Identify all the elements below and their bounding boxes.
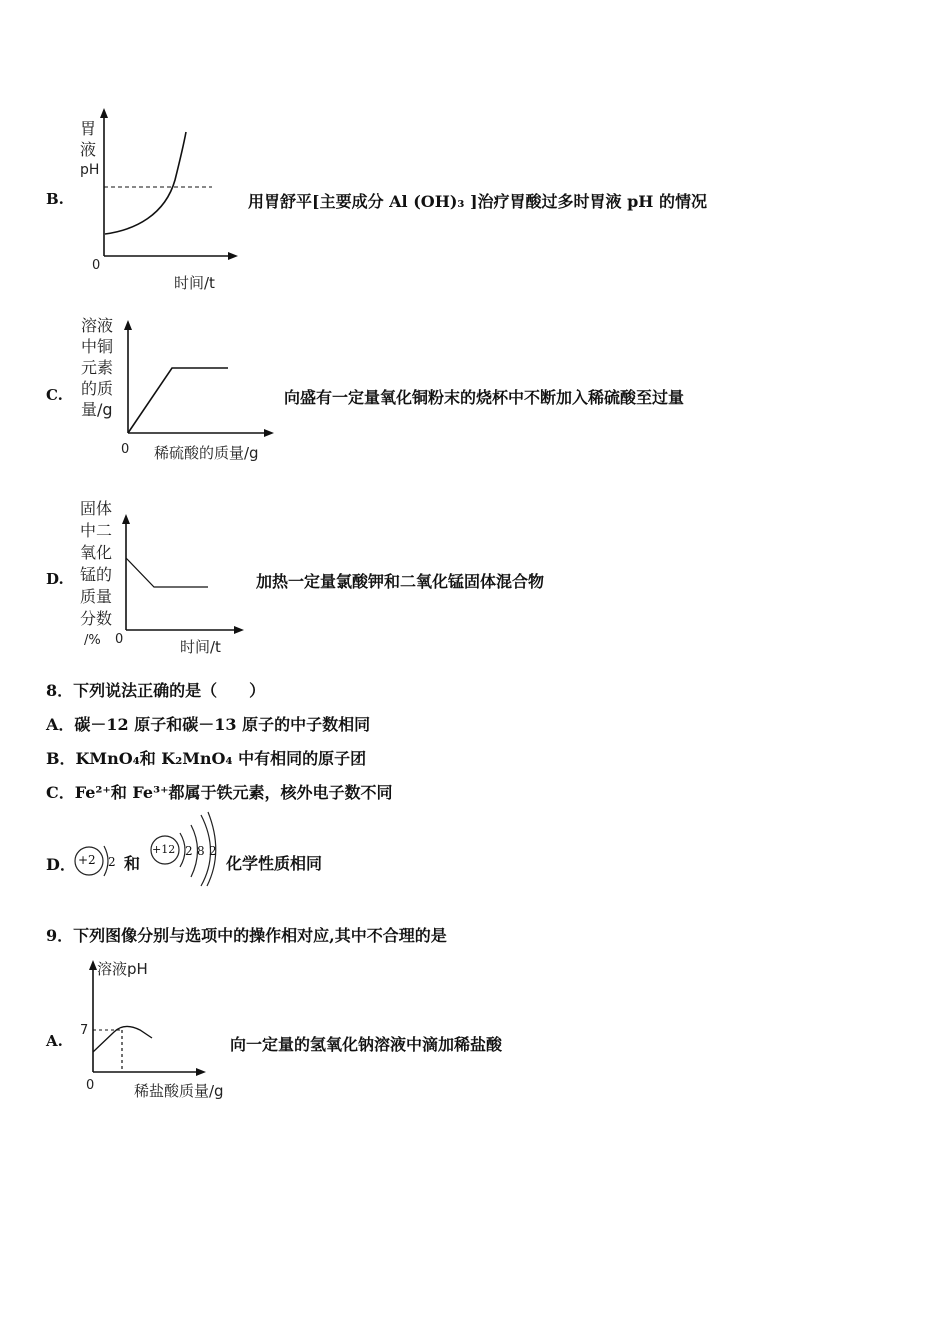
ylabel-line: 固体 (80, 499, 113, 518)
question-8-option-b: B．KMnO₄和 K₂MnO₄ 中有相同的原子团 (46, 749, 367, 768)
helium-nucleus-charge: +2 (78, 853, 96, 867)
magnesium-shell-count-1: 2 (185, 844, 193, 858)
option-b-letter: B. (46, 190, 64, 208)
ylabel-line: 溶液 (81, 316, 114, 335)
ylabel-line: 的质 (81, 379, 114, 398)
ylabel-line: 中二 (80, 521, 113, 540)
option-c-xlabel: 稀硫酸的质量/g (154, 444, 259, 462)
question-9-option-a-letter: A. (46, 1032, 63, 1050)
magnesium-nucleus-charge: +12 (152, 843, 176, 856)
option-d-origin: 0 (115, 632, 124, 647)
ylabel-line: /% (84, 633, 101, 648)
ylabel-line: 质量 (80, 587, 113, 606)
option-d-desc: 加热一定量氯酸钾和二氧化锰固体混合物 (256, 572, 545, 591)
question-9-ylabel: 溶液pH (97, 960, 148, 978)
question-9-origin: 0 (86, 1078, 95, 1093)
option-b-origin: 0 (92, 258, 101, 273)
ylabel-line: 分数 (80, 609, 113, 628)
question-8-title: 8．下列说法正确的是（ ） (46, 681, 266, 700)
option-d-xlabel: 时间/t (180, 638, 221, 656)
option-d-letter: D. (46, 570, 64, 588)
option-c-letter: C. (46, 386, 63, 404)
option-b-xlabel: 时间/t (174, 274, 215, 292)
option-c-origin: 0 (121, 442, 130, 457)
ylabel-line: 胃 (80, 119, 97, 138)
option-c-desc: 向盛有一定量氧化铜粉末的烧杯中不断加入稀硫酸至过量 (284, 388, 685, 407)
ylabel-line: 中铜 (81, 337, 114, 356)
helium-shell-count: 2 (108, 855, 116, 869)
magnesium-shell-count-3: 2 (209, 844, 217, 858)
question-9-tick-7: 7 (80, 1023, 89, 1038)
question-8-option-a: A．碳－12 原子和碳－13 原子的中子数相同 (46, 715, 371, 734)
question-9-option-a-desc: 向一定量的氢氧化钠溶液中滴加稀盐酸 (230, 1035, 503, 1054)
ylabel-line: pH (80, 162, 100, 178)
magnesium-shell-count-2: 8 (197, 844, 205, 858)
question-9-title: 9．下列图像分别与选项中的操作相对应,其中不合理的是 (46, 926, 447, 945)
ylabel-line: 量/g (81, 400, 113, 419)
question-8-option-d-text: 化学性质相同 (226, 854, 323, 873)
ylabel-line: 锰的 (80, 565, 113, 584)
ylabel-line: 液 (80, 140, 97, 159)
question-8-option-d-letter: D． (46, 855, 76, 874)
x-arrow (196, 1068, 206, 1076)
y-arrow (89, 960, 97, 970)
question-8-option-c: C．Fe²⁺和 Fe³⁺都属于铁元素，核外电子数不同 (46, 783, 393, 802)
question-9-xlabel: 稀盐酸质量/g (134, 1082, 224, 1100)
question-8-and: 和 (124, 854, 141, 873)
ylabel-line: 元素 (81, 358, 114, 377)
ylabel-line: 氧化 (80, 543, 113, 562)
option-b-desc: 用胃舒平[主要成分 Al (OH)₃ ]治疗胃酸过多时胃液 pH 的情况 (248, 192, 707, 211)
